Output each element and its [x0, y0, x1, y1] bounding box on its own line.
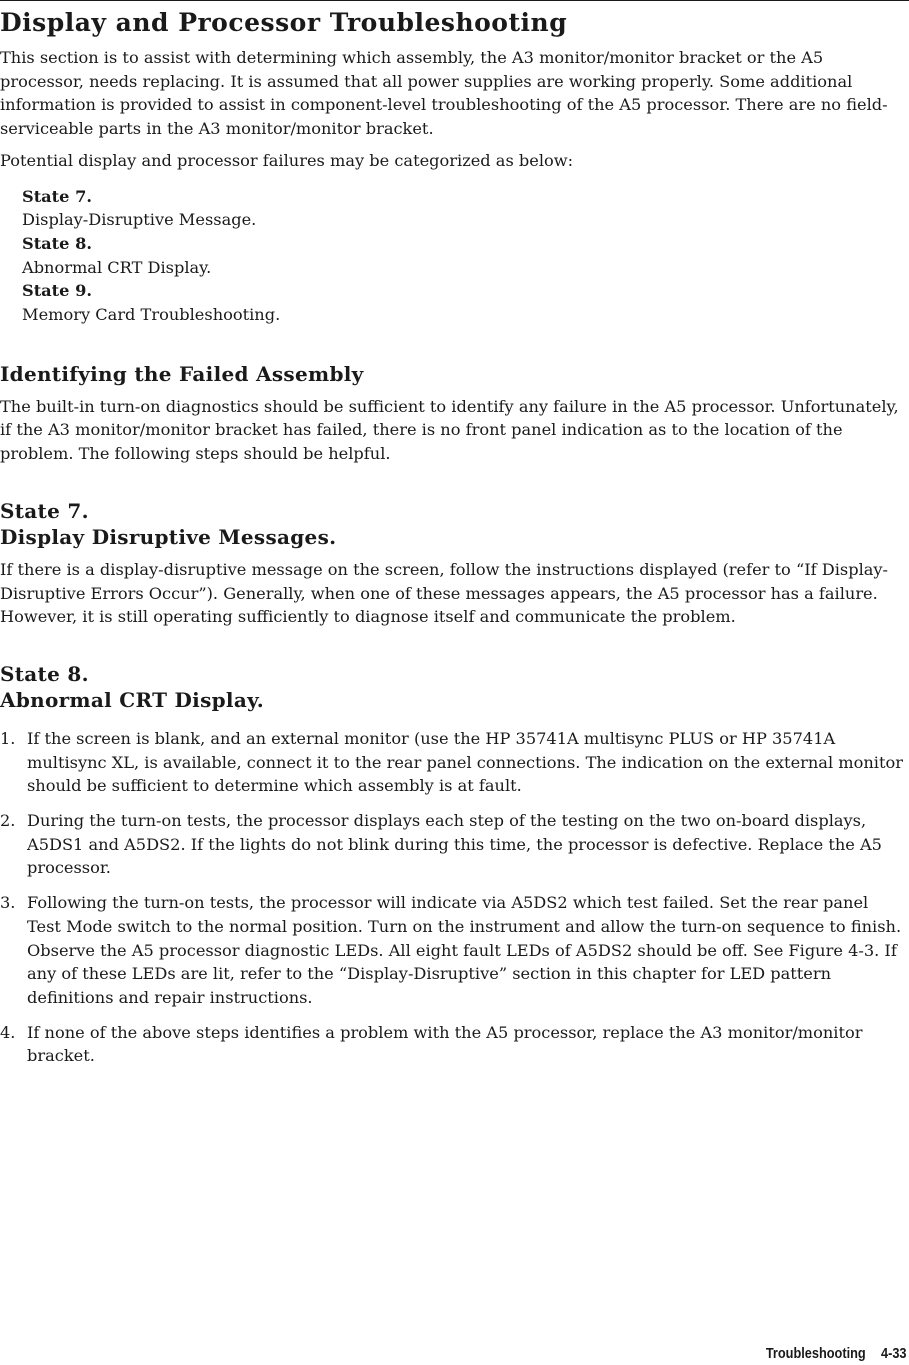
state-desc: Memory Card Troubleshooting.	[22, 305, 281, 325]
list-item	[0, 727, 905, 798]
page-number: 4-33	[881, 1345, 907, 1362]
state8-heading-title: Abnormal CRT Display.	[0, 687, 264, 712]
intro-paragraph: This section is to assist with determining which assembly, the A3 monitor/monitor bracket or the A5 processor, needs replacing. It is assumed that all power supplies are working properly. Some additional information is provided to assist in component-level troubleshooting of the A5 processor. There are no field-serviceable parts in the A3 monitor/monitor bracket.	[0, 48, 888, 139]
state8-steps	[0, 727, 905, 1068]
step-number: 1.	[0, 728, 16, 748]
step-text: If none of the above steps identifies a problem with the A5 processor, replace the A3 monitor/monitor bracket.	[27, 1022, 863, 1066]
step-text: During the turn-on tests, the processor displays each step of the testing on the two on-board displays, A5DS1 and A5DS2. If the lights do not blink during this time, the processor is defective. Replace the A5 processor.	[27, 811, 882, 878]
section-state7	[0, 498, 905, 629]
footer-section: Troubleshooting	[766, 1345, 867, 1362]
state-label: State 8.	[22, 233, 92, 253]
page-footer	[766, 1345, 907, 1362]
list-item	[0, 809, 905, 880]
state7-paragraph: If there is a display-disruptive message on the screen, follow the instructions displayed (refer to “If Display-Disruptive Errors Occur”). Generally, when one of these messages appears, the A5 processor has a failure. However, it is still operating sufficiently to diagnose itself and communicate the problem.	[0, 559, 889, 627]
identify-paragraph: The built-in turn-on diagnostics should be sufficient to identify any failure in the A5 processor. Unfortunately, if the A3 monitor/monitor bracket has failed, there is no front panel indication as to the location of the problem. The following steps should be helpful.	[0, 396, 899, 464]
step-number: 4.	[0, 1022, 16, 1042]
top-rule	[0, 0, 909, 1]
step-text: Following the turn-on tests, the processor will indicate via A5DS2 which test failed. Set the rear panel Test Mode switch to the normal position. Turn on the instrument and allow the turn-on sequence to finish. Observe the A5 processor diagnostic LEDs. All eight fault LEDs of A5DS2 should be off. See Figure 4-3. If any of these LEDs are lit, refer to the “Display-Disruptive” section in this chapter for LED pattern definitions and repair instructions.	[27, 893, 902, 1007]
identify-heading: Identifying the Failed Assembly	[0, 361, 364, 386]
categories-intro: Potential display and processor failures may be categorized as below:	[0, 150, 574, 170]
page-body	[0, 6, 905, 1079]
list-item	[0, 1021, 905, 1068]
state7-heading-number: State 7.	[0, 498, 89, 523]
step-text: If the screen is blank, and an external monitor (use the HP 35741A multisync PLUS or HP 35741A multisync XL, is available, connect it to the rear panel connections. The indication on the external monitor should be sufficient to determine which assembly is at fault.	[27, 728, 903, 796]
list-item	[0, 891, 905, 1010]
step-number: 2.	[0, 811, 16, 831]
section-state8	[0, 661, 905, 1068]
page-title: Display and Processor Troubleshooting	[0, 8, 568, 37]
section-identify	[0, 361, 905, 466]
state-label: State 7.	[22, 186, 92, 206]
state7-heading-title: Display Disruptive Messages.	[0, 524, 337, 549]
state-desc: Abnormal CRT Display.	[22, 257, 212, 277]
state-list	[22, 185, 905, 327]
state8-heading-number: State 8.	[0, 661, 89, 686]
step-number: 3.	[0, 893, 16, 913]
state-label: State 9.	[22, 281, 92, 301]
state-desc: Display-Disruptive Message.	[22, 210, 257, 230]
